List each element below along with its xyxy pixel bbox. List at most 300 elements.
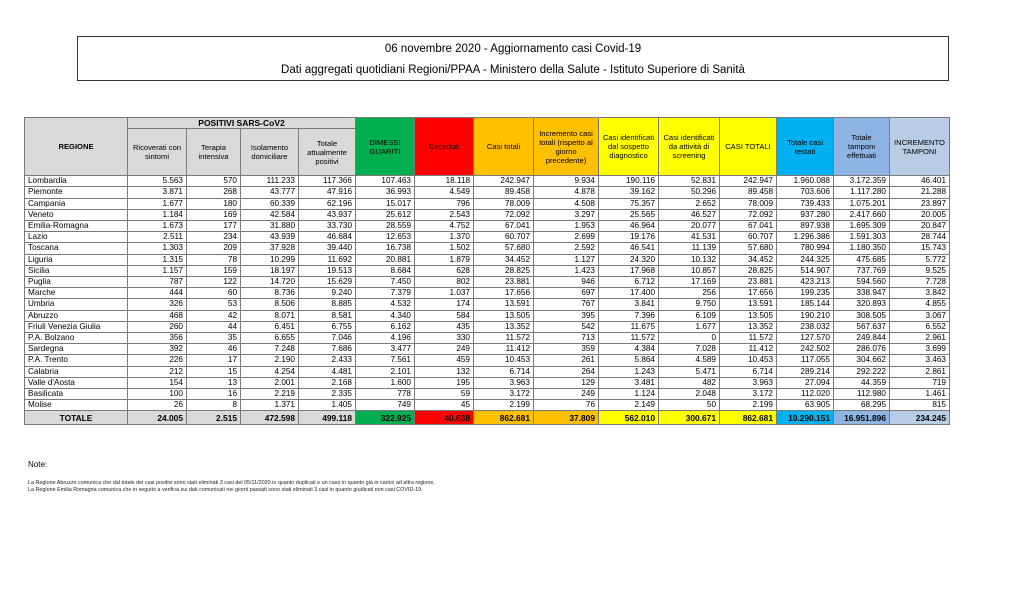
value-cell: 249: [415, 344, 474, 355]
value-cell: 2.433: [299, 355, 356, 366]
value-cell: 46.527: [659, 209, 720, 220]
value-cell: 20.077: [659, 221, 720, 232]
value-cell: 13.352: [720, 321, 777, 332]
value-cell: 796: [415, 198, 474, 209]
value-cell: 13.505: [474, 310, 534, 321]
region-cell: Emilia-Romagna: [25, 221, 128, 232]
value-cell: 289.214: [777, 366, 834, 377]
value-cell: 25.612: [356, 209, 415, 220]
value-cell: 45: [415, 400, 474, 411]
value-cell: 5.471: [659, 366, 720, 377]
value-cell: 2.961: [890, 333, 950, 344]
value-cell: 567.637: [834, 321, 890, 332]
value-cell: 28.825: [474, 265, 534, 276]
value-cell: 1.461: [890, 389, 950, 400]
value-cell: 11.572: [720, 333, 777, 344]
table-row: [25, 344, 950, 355]
value-cell: 749: [356, 400, 415, 411]
total-value-cell: 300.671: [659, 411, 720, 425]
value-cell: 395: [534, 310, 599, 321]
value-cell: 8.071: [241, 310, 299, 321]
table-row: [25, 310, 950, 321]
value-cell: 3.172.359: [834, 176, 890, 187]
value-cell: 8.684: [356, 265, 415, 276]
value-cell: 112.020: [777, 389, 834, 400]
value-cell: 359: [534, 344, 599, 355]
value-cell: 249: [534, 389, 599, 400]
value-cell: 242.947: [474, 176, 534, 187]
value-cell: 129: [534, 377, 599, 388]
value-cell: 14.720: [241, 277, 299, 288]
value-cell: 75.357: [599, 198, 659, 209]
value-cell: 117.366: [299, 176, 356, 187]
value-cell: 89.458: [474, 187, 534, 198]
value-cell: 174: [415, 299, 474, 310]
value-cell: 1.124: [599, 389, 659, 400]
value-cell: 34.452: [720, 254, 777, 265]
value-cell: 3.297: [534, 209, 599, 220]
value-cell: 7.379: [356, 288, 415, 299]
value-cell: 17.656: [720, 288, 777, 299]
total-value-cell: 562.010: [599, 411, 659, 425]
value-cell: 16.738: [356, 243, 415, 254]
value-cell: 2.199: [474, 400, 534, 411]
value-cell: 292.222: [834, 366, 890, 377]
value-cell: 60.707: [720, 232, 777, 243]
total-value-cell: 2.515: [187, 411, 241, 425]
value-cell: 60: [187, 288, 241, 299]
value-cell: 7.561: [356, 355, 415, 366]
value-cell: 41.531: [659, 232, 720, 243]
value-cell: 11.412: [474, 344, 534, 355]
value-cell: 815: [890, 400, 950, 411]
value-cell: 946: [534, 277, 599, 288]
value-cell: 423.213: [777, 277, 834, 288]
value-cell: 7.728: [890, 277, 950, 288]
covid-data-table: [24, 117, 950, 425]
value-cell: 249.844: [834, 333, 890, 344]
value-cell: 2.101: [356, 366, 415, 377]
region-cell: Molise: [25, 400, 128, 411]
value-cell: 2.335: [299, 389, 356, 400]
region-cell: Lombardia: [25, 176, 128, 187]
value-cell: 7.248: [241, 344, 299, 355]
value-cell: 3.172: [720, 389, 777, 400]
value-cell: 180: [187, 198, 241, 209]
value-cell: 13.591: [474, 299, 534, 310]
table-row: [25, 277, 950, 288]
total-value-cell: 24.005: [128, 411, 187, 425]
value-cell: 63.905: [777, 400, 834, 411]
value-cell: 17.400: [599, 288, 659, 299]
value-cell: 76: [534, 400, 599, 411]
value-cell: 107.463: [356, 176, 415, 187]
value-cell: 47.916: [299, 187, 356, 198]
value-cell: 44: [187, 321, 241, 332]
table-row: [25, 221, 950, 232]
value-cell: 20.005: [890, 209, 950, 220]
value-cell: 6.552: [890, 321, 950, 332]
value-cell: 190.116: [599, 176, 659, 187]
value-cell: 57.680: [474, 243, 534, 254]
value-cell: 264: [534, 366, 599, 377]
value-cell: 53: [187, 299, 241, 310]
value-cell: 46.684: [299, 232, 356, 243]
value-cell: 1.423: [534, 265, 599, 276]
value-cell: 11.139: [659, 243, 720, 254]
value-cell: 1.960.088: [777, 176, 834, 187]
value-cell: 1.075.201: [834, 198, 890, 209]
value-cell: 780.994: [777, 243, 834, 254]
value-cell: 19.176: [599, 232, 659, 243]
value-cell: 46.401: [890, 176, 950, 187]
value-cell: 3.481: [599, 377, 659, 388]
region-cell: Sardegna: [25, 344, 128, 355]
value-cell: 34.452: [474, 254, 534, 265]
region-cell: Calabria: [25, 366, 128, 377]
value-cell: 1.303: [128, 243, 187, 254]
value-cell: 1.243: [599, 366, 659, 377]
value-cell: 2.592: [534, 243, 599, 254]
region-cell: Piemonte: [25, 187, 128, 198]
value-cell: 3.871: [128, 187, 187, 198]
total-value-cell: 10.290.151: [777, 411, 834, 425]
value-cell: 2.048: [659, 389, 720, 400]
value-cell: 4.532: [356, 299, 415, 310]
col-header-incremento-tamponi: INCREMENTO TAMPONI: [890, 118, 950, 176]
value-cell: 57.680: [720, 243, 777, 254]
value-cell: 6.162: [356, 321, 415, 332]
value-cell: 1.695.309: [834, 221, 890, 232]
value-cell: 67.041: [474, 221, 534, 232]
value-cell: 8: [187, 400, 241, 411]
value-cell: 468: [128, 310, 187, 321]
value-cell: 703.606: [777, 187, 834, 198]
value-cell: 43.937: [299, 209, 356, 220]
region-cell: Sicilia: [25, 265, 128, 276]
value-cell: 46: [187, 344, 241, 355]
value-cell: 50.296: [659, 187, 720, 198]
value-cell: 7.028: [659, 344, 720, 355]
value-cell: 435: [415, 321, 474, 332]
value-cell: 28.559: [356, 221, 415, 232]
value-cell: 5.772: [890, 254, 950, 265]
value-cell: 9.525: [890, 265, 950, 276]
value-cell: 2.199: [720, 400, 777, 411]
total-value-cell: 862.681: [720, 411, 777, 425]
value-cell: 185.144: [777, 299, 834, 310]
value-cell: 1.591.303: [834, 232, 890, 243]
value-cell: 112.980: [834, 389, 890, 400]
value-cell: 10.453: [474, 355, 534, 366]
value-cell: 100: [128, 389, 187, 400]
value-cell: 42: [187, 310, 241, 321]
value-cell: 199.235: [777, 288, 834, 299]
col-header-isolamento: Isolamento domiciliare: [241, 129, 299, 176]
table-row: [25, 355, 950, 366]
value-cell: 4.589: [659, 355, 720, 366]
value-cell: 177: [187, 221, 241, 232]
value-cell: 10.453: [720, 355, 777, 366]
value-cell: 28.825: [720, 265, 777, 276]
table-row: [25, 333, 950, 344]
value-cell: 5.864: [599, 355, 659, 366]
value-cell: 3.172: [474, 389, 534, 400]
value-cell: 3.067: [890, 310, 950, 321]
value-cell: 2.511: [128, 232, 187, 243]
table-row: [25, 288, 950, 299]
value-cell: 15: [187, 366, 241, 377]
value-cell: 11.412: [720, 344, 777, 355]
report-subtitle: Dati aggregati quotidiani Regioni/PPAA - Ministero della Salute - Istituto Superiore di Sanità: [281, 64, 745, 76]
value-cell: 72.092: [720, 209, 777, 220]
value-cell: 25.565: [599, 209, 659, 220]
value-cell: 320.893: [834, 299, 890, 310]
value-cell: 33.730: [299, 221, 356, 232]
total-value-cell: 37.809: [534, 411, 599, 425]
value-cell: 39.162: [599, 187, 659, 198]
value-cell: 7.046: [299, 333, 356, 344]
value-cell: 1.879: [415, 254, 474, 265]
value-cell: 11.572: [474, 333, 534, 344]
region-cell: Marche: [25, 288, 128, 299]
value-cell: 26: [128, 400, 187, 411]
value-cell: 132: [415, 366, 474, 377]
value-cell: 8.581: [299, 310, 356, 321]
value-cell: 4.549: [415, 187, 474, 198]
col-header-casi-testati: Totale casi testati: [777, 118, 834, 176]
col-header-incremento-casi: Incremento casi totali (rispetto al giorno precedente): [534, 118, 599, 176]
value-cell: 3.477: [356, 344, 415, 355]
value-cell: 475.685: [834, 254, 890, 265]
value-cell: 1.673: [128, 221, 187, 232]
value-cell: 23.881: [720, 277, 777, 288]
value-cell: 459: [415, 355, 474, 366]
value-cell: 195: [415, 377, 474, 388]
value-cell: 242.947: [720, 176, 777, 187]
value-cell: 13.591: [720, 299, 777, 310]
value-cell: 78.009: [720, 198, 777, 209]
value-cell: 260: [128, 321, 187, 332]
value-cell: 6.714: [474, 366, 534, 377]
value-cell: 719: [890, 377, 950, 388]
value-cell: 570: [187, 176, 241, 187]
total-value-cell: 16.951.896: [834, 411, 890, 425]
value-cell: 15.629: [299, 277, 356, 288]
value-cell: 1.953: [534, 221, 599, 232]
value-cell: 18.118: [415, 176, 474, 187]
value-cell: 256: [659, 288, 720, 299]
value-cell: 4.254: [241, 366, 299, 377]
region-cell: Campania: [25, 198, 128, 209]
value-cell: 286.076: [834, 344, 890, 355]
value-cell: 13.505: [720, 310, 777, 321]
table-row: [25, 400, 950, 411]
col-header-sospetto-diagnostico: Casi identificati dal sospetto diagnostico: [599, 118, 659, 176]
value-cell: 356: [128, 333, 187, 344]
value-cell: 78.009: [474, 198, 534, 209]
value-cell: 17.656: [474, 288, 534, 299]
notes-title: Note:: [28, 460, 48, 469]
col-header-terapia: Terapia intensiva: [187, 129, 241, 176]
total-value-cell: 862.681: [474, 411, 534, 425]
value-cell: 444: [128, 288, 187, 299]
value-cell: 117.055: [777, 355, 834, 366]
value-cell: 17: [187, 355, 241, 366]
table-row: [25, 243, 950, 254]
value-cell: 159: [187, 265, 241, 276]
table-row: [25, 232, 950, 243]
value-cell: 169: [187, 209, 241, 220]
value-cell: 242.502: [777, 344, 834, 355]
value-cell: 15.017: [356, 198, 415, 209]
value-cell: 46.541: [599, 243, 659, 254]
value-cell: 1.184: [128, 209, 187, 220]
value-cell: 238.032: [777, 321, 834, 332]
report-title: 06 novembre 2020 - Aggiornamento casi Covid-19: [384, 43, 642, 55]
value-cell: 482: [659, 377, 720, 388]
value-cell: 6.109: [659, 310, 720, 321]
value-cell: 5.563: [128, 176, 187, 187]
value-cell: 778: [356, 389, 415, 400]
value-cell: 628: [415, 265, 474, 276]
value-cell: 2.652: [659, 198, 720, 209]
value-cell: 1.296.386: [777, 232, 834, 243]
region-cell: Umbria: [25, 299, 128, 310]
value-cell: 8.885: [299, 299, 356, 310]
value-cell: 4.340: [356, 310, 415, 321]
region-cell: Puglia: [25, 277, 128, 288]
value-cell: 23.881: [474, 277, 534, 288]
value-cell: 338.947: [834, 288, 890, 299]
value-cell: 72.092: [474, 209, 534, 220]
total-value-cell: 472.598: [241, 411, 299, 425]
table-row: [25, 198, 950, 209]
value-cell: 60.339: [241, 198, 299, 209]
value-cell: 3.463: [890, 355, 950, 366]
region-cell: Liguria: [25, 254, 128, 265]
value-cell: 43.939: [241, 232, 299, 243]
value-cell: 10.857: [659, 265, 720, 276]
value-cell: 11.675: [599, 321, 659, 332]
value-cell: 27.094: [777, 377, 834, 388]
value-cell: 17.968: [599, 265, 659, 276]
note-emilia-romagna: La Regione Emilia Romagna comunica che in seguito a verifica sui dati comunicati nei giorni passati sono stati eliminati 3 casi in quanto giudicati non casi COVID-19.: [28, 487, 423, 493]
value-cell: 897.938: [777, 221, 834, 232]
value-cell: 1.127: [534, 254, 599, 265]
value-cell: 52.831: [659, 176, 720, 187]
value-cell: 6.712: [599, 277, 659, 288]
value-cell: 594.560: [834, 277, 890, 288]
value-cell: 4.752: [415, 221, 474, 232]
value-cell: 2.190: [241, 355, 299, 366]
value-cell: 937.280: [777, 209, 834, 220]
value-cell: 261: [534, 355, 599, 366]
value-cell: 35: [187, 333, 241, 344]
value-cell: 37.928: [241, 243, 299, 254]
value-cell: 36.993: [356, 187, 415, 198]
report-header: [77, 36, 949, 81]
table-row: [25, 299, 950, 310]
table-row: [25, 377, 950, 388]
value-cell: 67.041: [720, 221, 777, 232]
table-row: [25, 366, 950, 377]
value-cell: 39.440: [299, 243, 356, 254]
value-cell: 1.180.350: [834, 243, 890, 254]
value-cell: 31.880: [241, 221, 299, 232]
table-row: [25, 254, 950, 265]
value-cell: 127.570: [777, 333, 834, 344]
value-cell: 15.743: [890, 243, 950, 254]
col-header-tamponi: Totale tamponi effettuati: [834, 118, 890, 176]
value-cell: 60.707: [474, 232, 534, 243]
value-cell: 0: [659, 333, 720, 344]
value-cell: 542: [534, 321, 599, 332]
value-cell: 11.692: [299, 254, 356, 265]
col-header-screening: Casi identificati da attività di screening: [659, 118, 720, 176]
value-cell: 4.878: [534, 187, 599, 198]
value-cell: 212: [128, 366, 187, 377]
value-cell: 1.405: [299, 400, 356, 411]
value-cell: 2.001: [241, 377, 299, 388]
value-cell: 2.219: [241, 389, 299, 400]
value-cell: 3.842: [890, 288, 950, 299]
value-cell: 802: [415, 277, 474, 288]
value-cell: 1.600: [356, 377, 415, 388]
value-cell: 21.288: [890, 187, 950, 198]
value-cell: 392: [128, 344, 187, 355]
value-cell: 514.907: [777, 265, 834, 276]
value-cell: 2.149: [599, 400, 659, 411]
value-cell: 2.861: [890, 366, 950, 377]
value-cell: 1.370: [415, 232, 474, 243]
value-cell: 226: [128, 355, 187, 366]
col-header-casi-totali-2: CASI TOTALI: [720, 118, 777, 176]
value-cell: 1.037: [415, 288, 474, 299]
value-cell: 268: [187, 187, 241, 198]
region-cell: Lazio: [25, 232, 128, 243]
value-cell: 4.196: [356, 333, 415, 344]
value-cell: 23.897: [890, 198, 950, 209]
value-cell: 1.117.280: [834, 187, 890, 198]
value-cell: 24.320: [599, 254, 659, 265]
value-cell: 11.572: [599, 333, 659, 344]
region-cell: Toscana: [25, 243, 128, 254]
value-cell: 9.240: [299, 288, 356, 299]
value-cell: 3.699: [890, 344, 950, 355]
value-cell: 767: [534, 299, 599, 310]
value-cell: 713: [534, 333, 599, 344]
value-cell: 18.197: [241, 265, 299, 276]
value-cell: 44.359: [834, 377, 890, 388]
value-cell: 326: [128, 299, 187, 310]
value-cell: 739.433: [777, 198, 834, 209]
region-cell: Abruzzo: [25, 310, 128, 321]
total-row: [25, 411, 950, 425]
col-header-ricoverati: Ricoverati con sintomi: [128, 129, 187, 176]
table-row: [25, 187, 950, 198]
value-cell: 6.714: [720, 366, 777, 377]
value-cell: 1.502: [415, 243, 474, 254]
value-cell: 9.934: [534, 176, 599, 187]
value-cell: 62.196: [299, 198, 356, 209]
value-cell: 7.686: [299, 344, 356, 355]
value-cell: 2.417.660: [834, 209, 890, 220]
value-cell: 8.736: [241, 288, 299, 299]
value-cell: 234: [187, 232, 241, 243]
value-cell: 59: [415, 389, 474, 400]
region-cell: Valle d'Aosta: [25, 377, 128, 388]
